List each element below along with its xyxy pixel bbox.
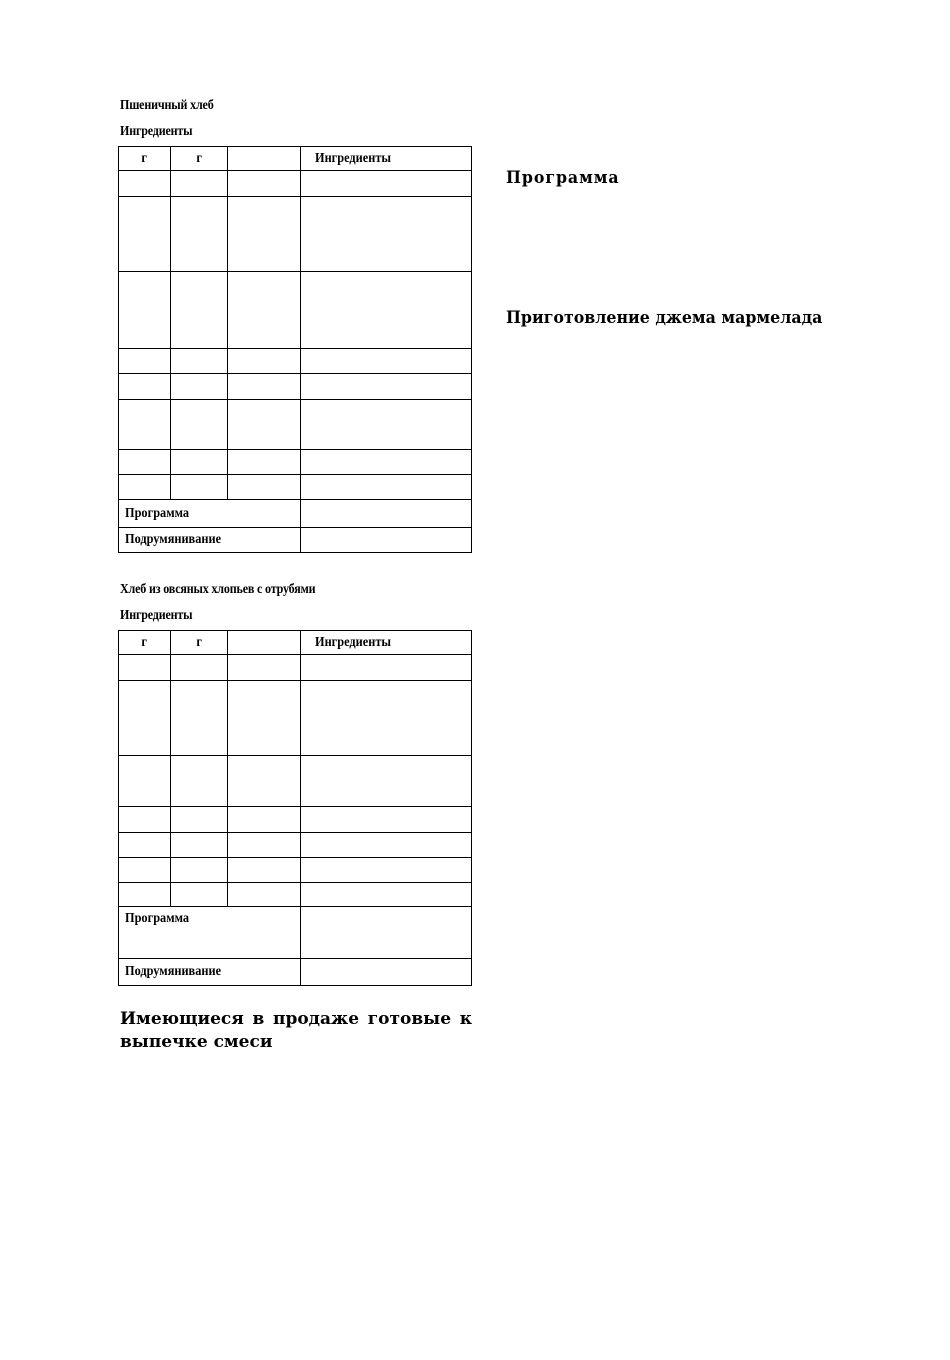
table-row bbox=[119, 655, 472, 681]
program-heading: Программа bbox=[506, 168, 620, 188]
table-header-row bbox=[119, 631, 472, 655]
header-cell-ingredients: Ингредиенты bbox=[301, 631, 472, 655]
table-row bbox=[119, 374, 472, 400]
browning-row bbox=[119, 528, 472, 553]
mixes-heading: Имеющиеся в продаже готовые к выпечке смеси bbox=[120, 1009, 472, 1052]
table-row bbox=[119, 197, 472, 272]
table-row bbox=[119, 807, 472, 833]
recipe2-ingredients-table bbox=[118, 630, 472, 986]
header-cell-grams-1: г bbox=[119, 631, 171, 655]
table-header-row bbox=[119, 147, 472, 171]
recipe1-title: Пшеничный хлеб bbox=[120, 98, 214, 113]
header-cell-grams-2: г bbox=[171, 147, 228, 171]
recipe2-title: Хлеб из овсяных хлопьев с отрубями bbox=[120, 582, 316, 597]
recipe2-subtitle: Ингредиенты bbox=[120, 608, 193, 623]
table-row bbox=[119, 400, 472, 450]
jam-heading: Приготовление джема мармелада bbox=[506, 308, 823, 328]
table-row bbox=[119, 450, 472, 475]
table-row bbox=[119, 681, 472, 756]
table-row bbox=[119, 272, 472, 349]
program-row bbox=[119, 500, 472, 528]
browning-label: Подрумянивание bbox=[119, 528, 301, 553]
table-row bbox=[119, 475, 472, 500]
program-label: Программа bbox=[119, 500, 301, 528]
header-cell-ingredients: Ингредиенты bbox=[301, 147, 472, 171]
header-cell-grams-1: г bbox=[119, 147, 171, 171]
program-label: Программа bbox=[119, 907, 301, 959]
table-row bbox=[119, 756, 472, 807]
recipe1-subtitle: Ингредиенты bbox=[120, 124, 193, 139]
recipe1-ingredients-table bbox=[118, 146, 472, 553]
table-row bbox=[119, 858, 472, 883]
header-cell-grams-2: г bbox=[171, 631, 228, 655]
header-cell-empty bbox=[228, 147, 301, 171]
table-row bbox=[119, 883, 472, 907]
table-row bbox=[119, 833, 472, 858]
browning-label: Подрумянивание bbox=[119, 959, 301, 986]
table-row bbox=[119, 171, 472, 197]
table-row bbox=[119, 349, 472, 374]
program-row bbox=[119, 907, 472, 959]
browning-row bbox=[119, 959, 472, 986]
header-cell-empty bbox=[228, 631, 301, 655]
